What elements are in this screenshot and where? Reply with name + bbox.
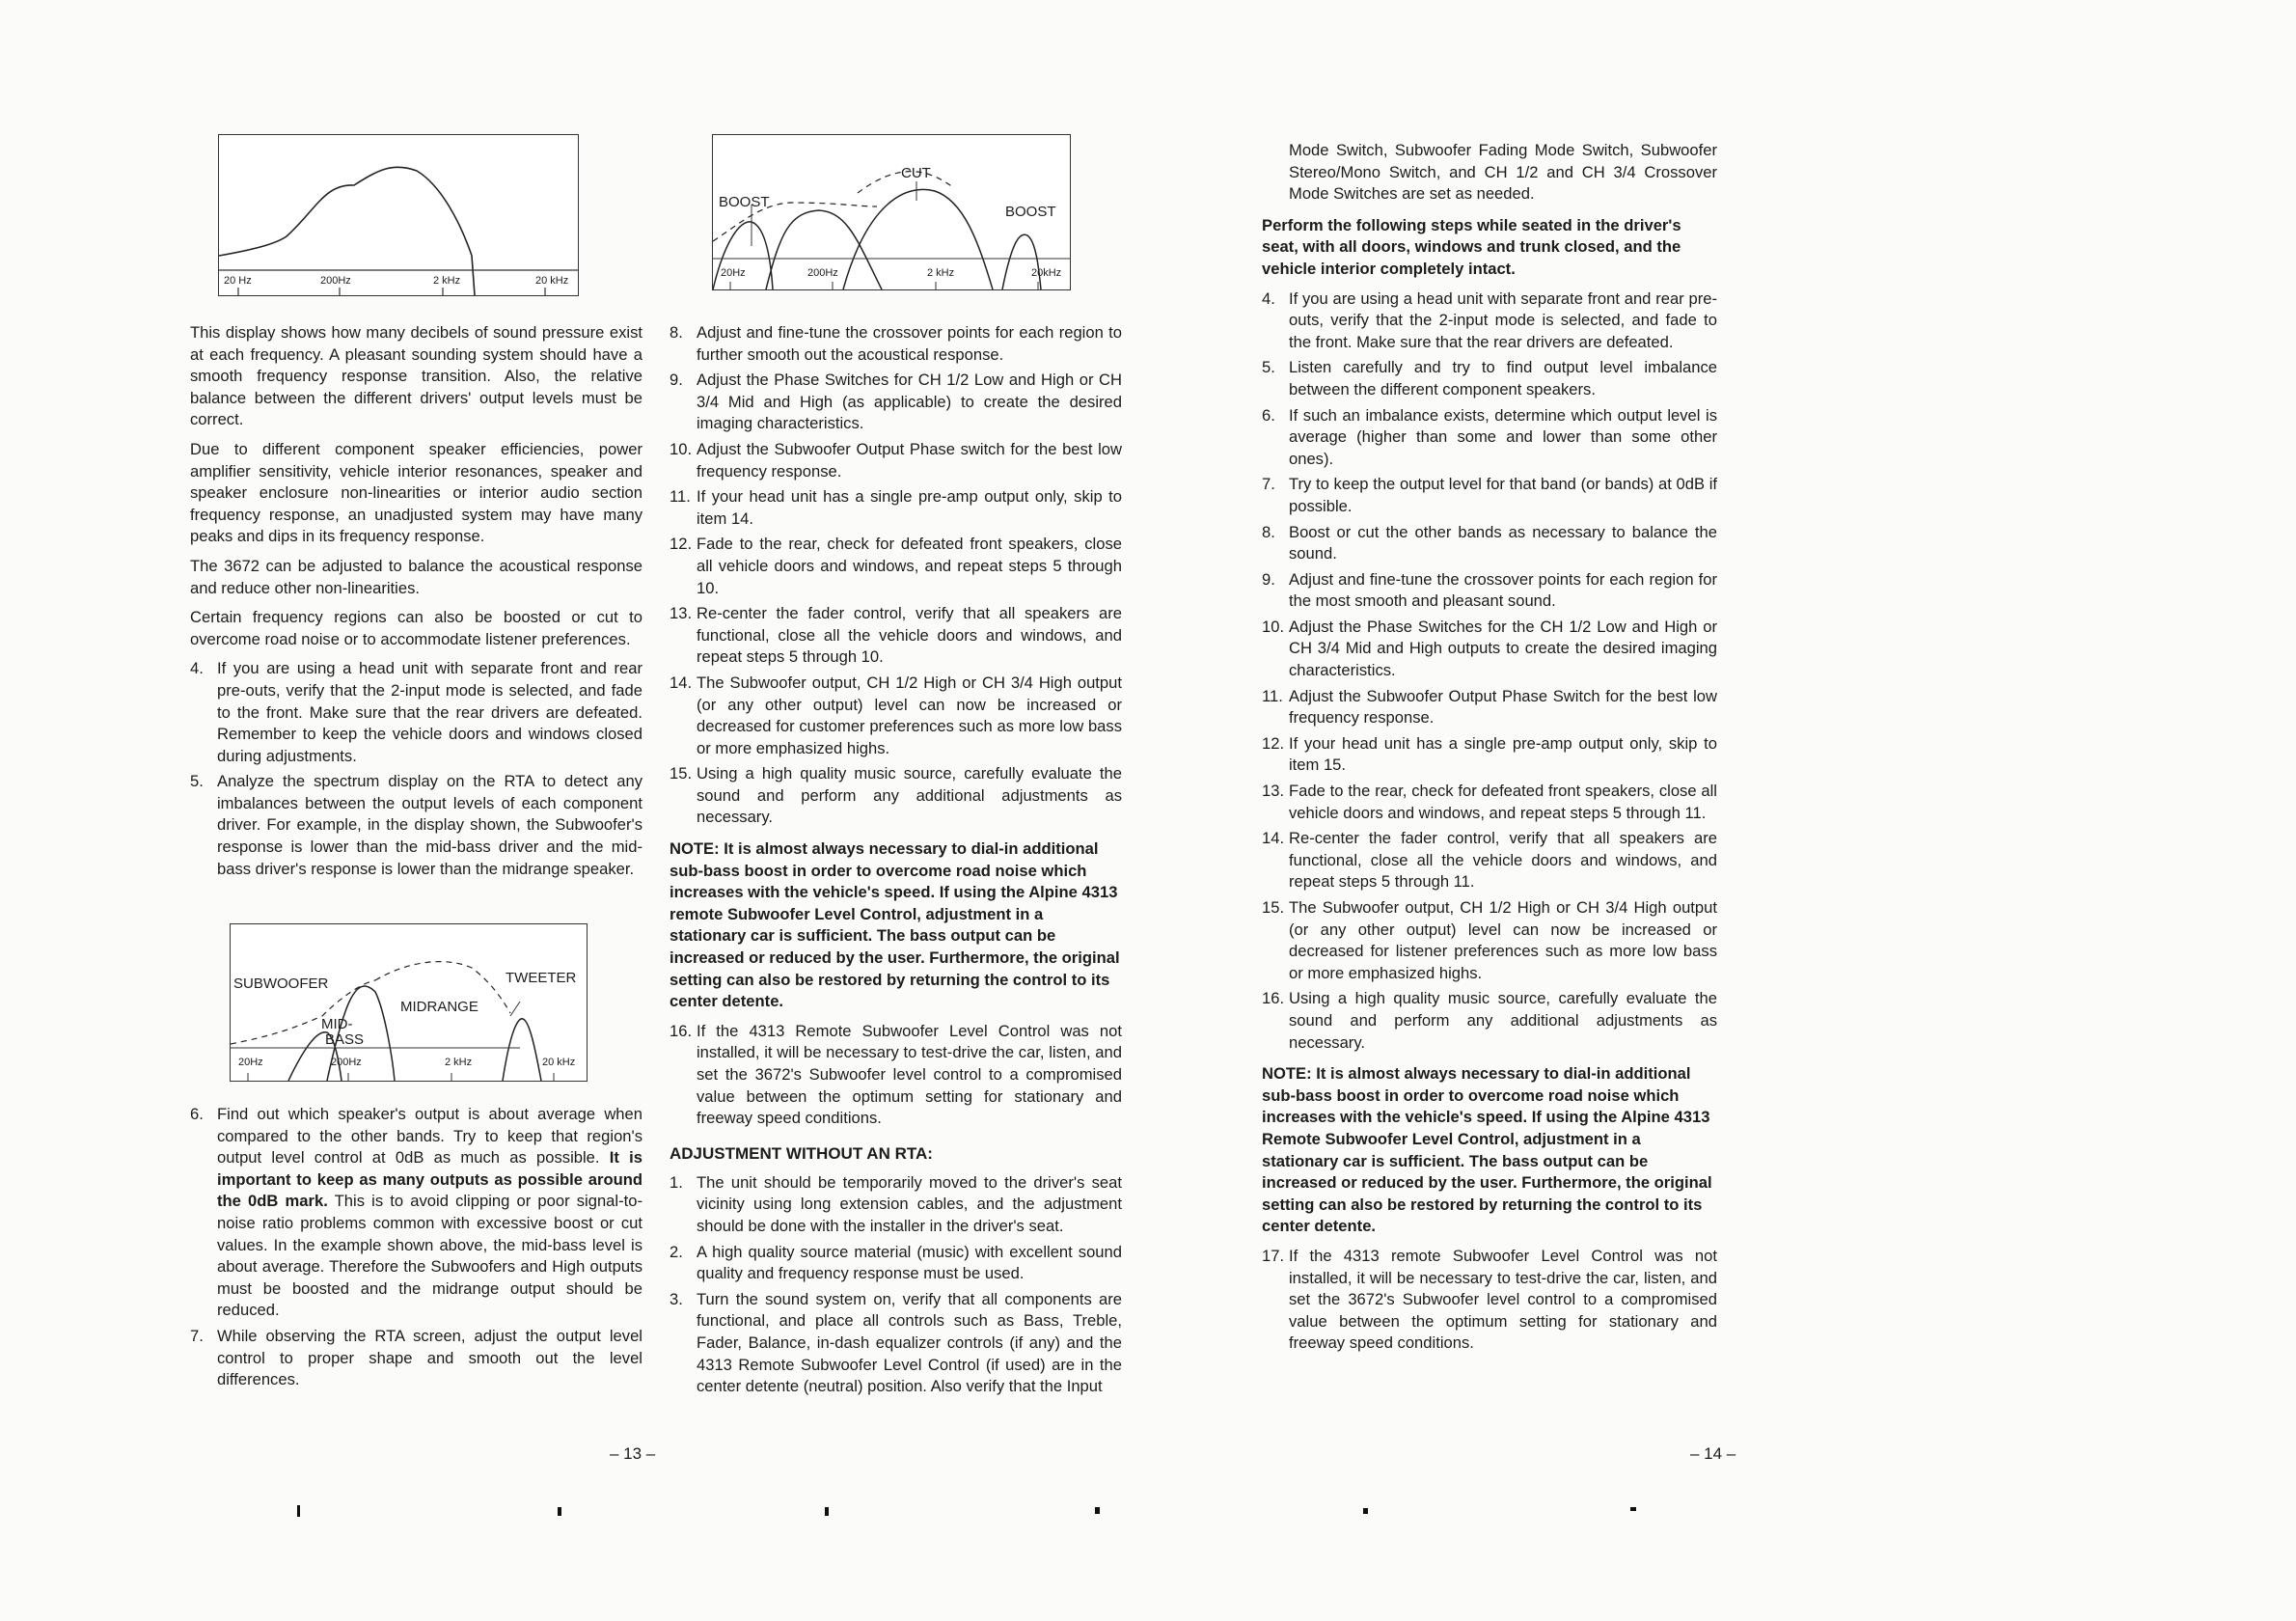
label-midrange: MIDRANGE: [400, 999, 478, 1015]
speaker-bands-figure: [230, 923, 588, 1082]
label-tweeter: TWEETER: [506, 970, 577, 986]
page-number-13: – 13 –: [610, 1444, 656, 1463]
list-item: 6. If such an imbalance exists, determine which output level is average (higher than some and lower than some other ones).: [1262, 405, 1717, 468]
list-item: 11. Adjust the Subwoofer Output Phase Switch for the best low frequency response.: [1262, 686, 1717, 728]
rta-response-figure: [218, 134, 579, 296]
steps-no-rta: [670, 1172, 1122, 1398]
step-17: [1262, 1246, 1717, 1355]
list-item: 14. The Subwoofer output, CH 1/2 High or CH 3/4 High output (or any other output) level can now be increased or decreased for customer preferences such as more low bass or more emphasized highs.: [670, 673, 1122, 757]
tick-2khz: 2 kHz: [927, 267, 955, 279]
list-item: 7. Try to keep the output level for that band (or bands) at 0dB if possible.: [1262, 475, 1717, 515]
intro-para-4: Certain frequency regions can also be boosted or cut to overcome road noise or to accommodate listener preferences.: [190, 608, 642, 648]
intro-para-3: The 3672 can be adjusted to balance the acoustical response and reduce other non-linearities.: [190, 556, 642, 597]
tick-20khz: 20 kHz: [535, 275, 569, 287]
list-item: 16. Using a high quality music source, carefully evaluate the sound and perform any additional adjustments as necessary.: [1262, 989, 1717, 1052]
label-boost-left: BOOST: [719, 194, 770, 210]
steps-8-15: [670, 322, 1122, 829]
punch-mark: [1630, 1507, 1636, 1511]
list-item: 2. A high quality source material (music) with excellent sound quality and frequency response must be used.: [670, 1242, 1122, 1283]
punch-mark: [558, 1507, 561, 1516]
list-item: 14. Re-center the fader control, verify that all speakers are functional, close all the vehicle doors and windows, and repeat steps 5 through 11.: [1262, 829, 1717, 892]
tick-20hz: 20 Hz: [224, 275, 252, 287]
list-item: 17. If the 4313 remote Subwoofer Level Control was not installed, it will be necessary to test-drive the car, listen, and set the 3672's Subwoofer level control to a compromised value between the optimum setting for stationary and freeway speed conditions.: [1262, 1246, 1717, 1353]
tick-20khz: 20 kHz: [542, 1057, 576, 1068]
list-item: 9. Adjust the Phase Switches for CH 1/2 Low and High or CH 3/4 Mid and High (as applicable) to create the desired imaging characteristics.: [670, 371, 1122, 433]
list-item: 15. The Subwoofer output, CH 1/2 High or CH 3/4 High output (or any other output) level can now be increased or decreased for listener preferences such as more low bass or more emphasized highs.: [1262, 898, 1717, 982]
label-cut: CUT: [901, 165, 931, 181]
tick-200hz: 200Hz: [807, 267, 838, 279]
steps-6-7: [190, 1104, 642, 1391]
list-item: 16. If the 4313 Remote Subwoofer Level Control was not installed, it will be necessary to test-drive the car, listen, and set the 3672's Subwoofer level control to a compromised value between the optimum setting for stationary and freeway speed conditions.: [670, 1021, 1122, 1128]
response-curve: [219, 135, 578, 295]
list-item: 8. Boost or cut the other bands as necessary to balance the sound.: [1262, 522, 1717, 563]
tick-200hz: 200Hz: [320, 275, 351, 287]
list-item: 6. Find out which speaker's output is about average when compared to the other bands. Try to keep that region's output level control at 0dB as much as possible. It is important to keep as many outputs as possible around the 0dB mark. This is to avoid clipping or poor signal-to-noise ratio problems common with excessive boost or cut values. In the example shown above, the mid-bass level is about average. Therefore the Subwoofers and High outputs must be boosted and the midrange output should be reduced.: [190, 1105, 643, 1320]
list-item: 4. If you are using a head unit with separate front and rear pre-outs, verify that the 2-input mode is selected, and fade to the front. Make sure that the rear drivers are defeated.: [1262, 288, 1717, 351]
page-number-14: – 14 –: [1690, 1444, 1736, 1463]
label-midbass-2: BASS: [325, 1031, 365, 1048]
label-midbass-1: MID-: [321, 1016, 353, 1032]
note-sub-bass: NOTE: It is almost always necessary to dial-in additional sub-bass boost in order to overcome road noise which increases with the vehicle's speed. If using the Alpine 4313 remote Subwoofer Level Control, adjustment in a stationary car is sufficient. The bass output can be increased or reduced by the user. Furthermore, the original setting can also be restored by returning the control to its center detente.: [670, 839, 1120, 1011]
tick-2khz: 2 kHz: [445, 1057, 473, 1068]
list-item: 5. Analyze the spectrum display on the RTA to detect any imbalances between the output levels of each component driver. For example, in the display shown, the Subwoofer's response is lower than the mid-bass driver and the mid-bass driver's response is lower than the midrange speaker.: [190, 772, 642, 878]
list-item: 8. Adjust and fine-tune the crossover points for each region to further smooth out the acoustical response.: [670, 323, 1122, 364]
tick-20hz: 20Hz: [238, 1057, 263, 1068]
list-item: 4. If you are using a head unit with separate front and rear pre-outs, verify that the 2-input mode is selected, and fade to the front. Make sure that the rear drivers are defeated. Remember to keep the vehicle doors and windows closed during adjustments.: [190, 659, 642, 765]
intro-para-2: Due to different component speaker efficiencies, power amplifier sensitivity, vehicle interior resonances, speaker and speaker enclosure non-linearities or interior audio section frequency response, an unadjusted system may have many peaks and dips in its frequency response.: [190, 439, 642, 546]
steps-4-16: [1262, 288, 1717, 1055]
list-item: 12. If your head unit has a single pre-amp output only, skip to item 15.: [1262, 733, 1717, 775]
tick-200hz: 200Hz: [331, 1057, 362, 1068]
perform-instruction: Perform the following steps while seated in the driver's seat, with all doors, windows and trunk closed, and the vehicle interior completely intact.: [1262, 215, 1681, 278]
left-column: [190, 322, 642, 888]
steps-4-5: [190, 658, 642, 880]
list-item: 3. Turn the sound system on, verify that all components are functional, and place all controls such as Bass, Treble, Fader, Balance, in-dash equalizer controls (if any) and the 4313 Remote Subwoofer Level Control (if used) are in the center detente (neutral) position. Also verify that the Input: [670, 1289, 1122, 1396]
left-column-lower: [190, 1104, 642, 1399]
label-subwoofer: SUBWOOFER: [233, 975, 329, 992]
label-boost-right: BOOST: [1005, 204, 1056, 220]
boost-cut-figure: [712, 134, 1071, 290]
note-sub-bass: NOTE: It is almost always necessary to dial-in additional sub-bass boost in order to overcome road noise which increases with the vehicle's speed. If using the Alpine 4313 Remote Subwoofer Level Control, adjustment in a stationary car is sufficient. The bass output can be increased or reduced by the user. Furthermore, the original setting can also be restored by returning the control to its center detente.: [1262, 1064, 1712, 1236]
punch-mark: [297, 1505, 300, 1517]
punch-mark: [1095, 1507, 1100, 1514]
tick-20hz: 20Hz: [721, 267, 746, 279]
list-item: 13. Re-center the fader control, verify that all speakers are functional, close all the vehicle doors and windows, and repeat steps 5 through 10.: [670, 604, 1122, 667]
list-item: 10. Adjust the Phase Switches for the CH 1/2 Low and High or CH 3/4 Mid and High outputs to create the desired imaging characteristics.: [1262, 617, 1717, 680]
punch-mark: [825, 1507, 829, 1516]
tick-20khz: 20kHz: [1031, 267, 1062, 279]
list-item: 12. Fade to the rear, check for defeated front speakers, close all vehicle doors and windows, and repeat steps 5 through 10.: [670, 535, 1122, 597]
list-item: 11. If your head unit has a single pre-amp output only, skip to item 14.: [670, 487, 1122, 528]
continued-text: Mode Switch, Subwoofer Fading Mode Switch, Subwoofer Stereo/Mono Switch, and CH 1/2 and CH 3/4 Crossover Mode Switches are set as needed.: [1289, 141, 1717, 204]
list-item: 1. The unit should be temporarily moved to the driver's seat vicinity using long extension cables, and the adjustment should be done with the installer in the driver's seat.: [670, 1172, 1122, 1235]
list-item: 9. Adjust and fine-tune the crossover points for each region for the most smooth and pleasant sound.: [1262, 569, 1717, 611]
list-item: 13. Fade to the rear, check for defeated front speakers, close all vehicle doors and windows, and repeat steps 5 through 11.: [1262, 782, 1717, 822]
right-column: [1262, 140, 1717, 1362]
intro-para-1: This display shows how many decibels of sound pressure exist at each frequency. A pleasant sounding system should have a smooth frequency response transition. Also, the relative balance between the different drivers' output levels must be correct.: [190, 323, 642, 429]
punch-mark: [1363, 1508, 1368, 1514]
section-heading-no-rta: ADJUSTMENT WITHOUT AN RTA:: [670, 1143, 933, 1163]
list-item: 7. While observing the RTA screen, adjust the output level control to proper shape and smooth out the level differences.: [190, 1326, 642, 1389]
list-item: 15. Using a high quality music source, carefully evaluate the sound and perform any additional adjustments as necessary.: [670, 764, 1122, 827]
middle-column: [670, 322, 1122, 1406]
step-16: [670, 1021, 1122, 1130]
list-item: 5. Listen carefully and try to find output level imbalance between the different component speakers.: [1262, 358, 1717, 398]
tick-2khz: 2 kHz: [433, 275, 461, 287]
list-item: 10. Adjust the Subwoofer Output Phase switch for the best low frequency response.: [670, 439, 1122, 481]
